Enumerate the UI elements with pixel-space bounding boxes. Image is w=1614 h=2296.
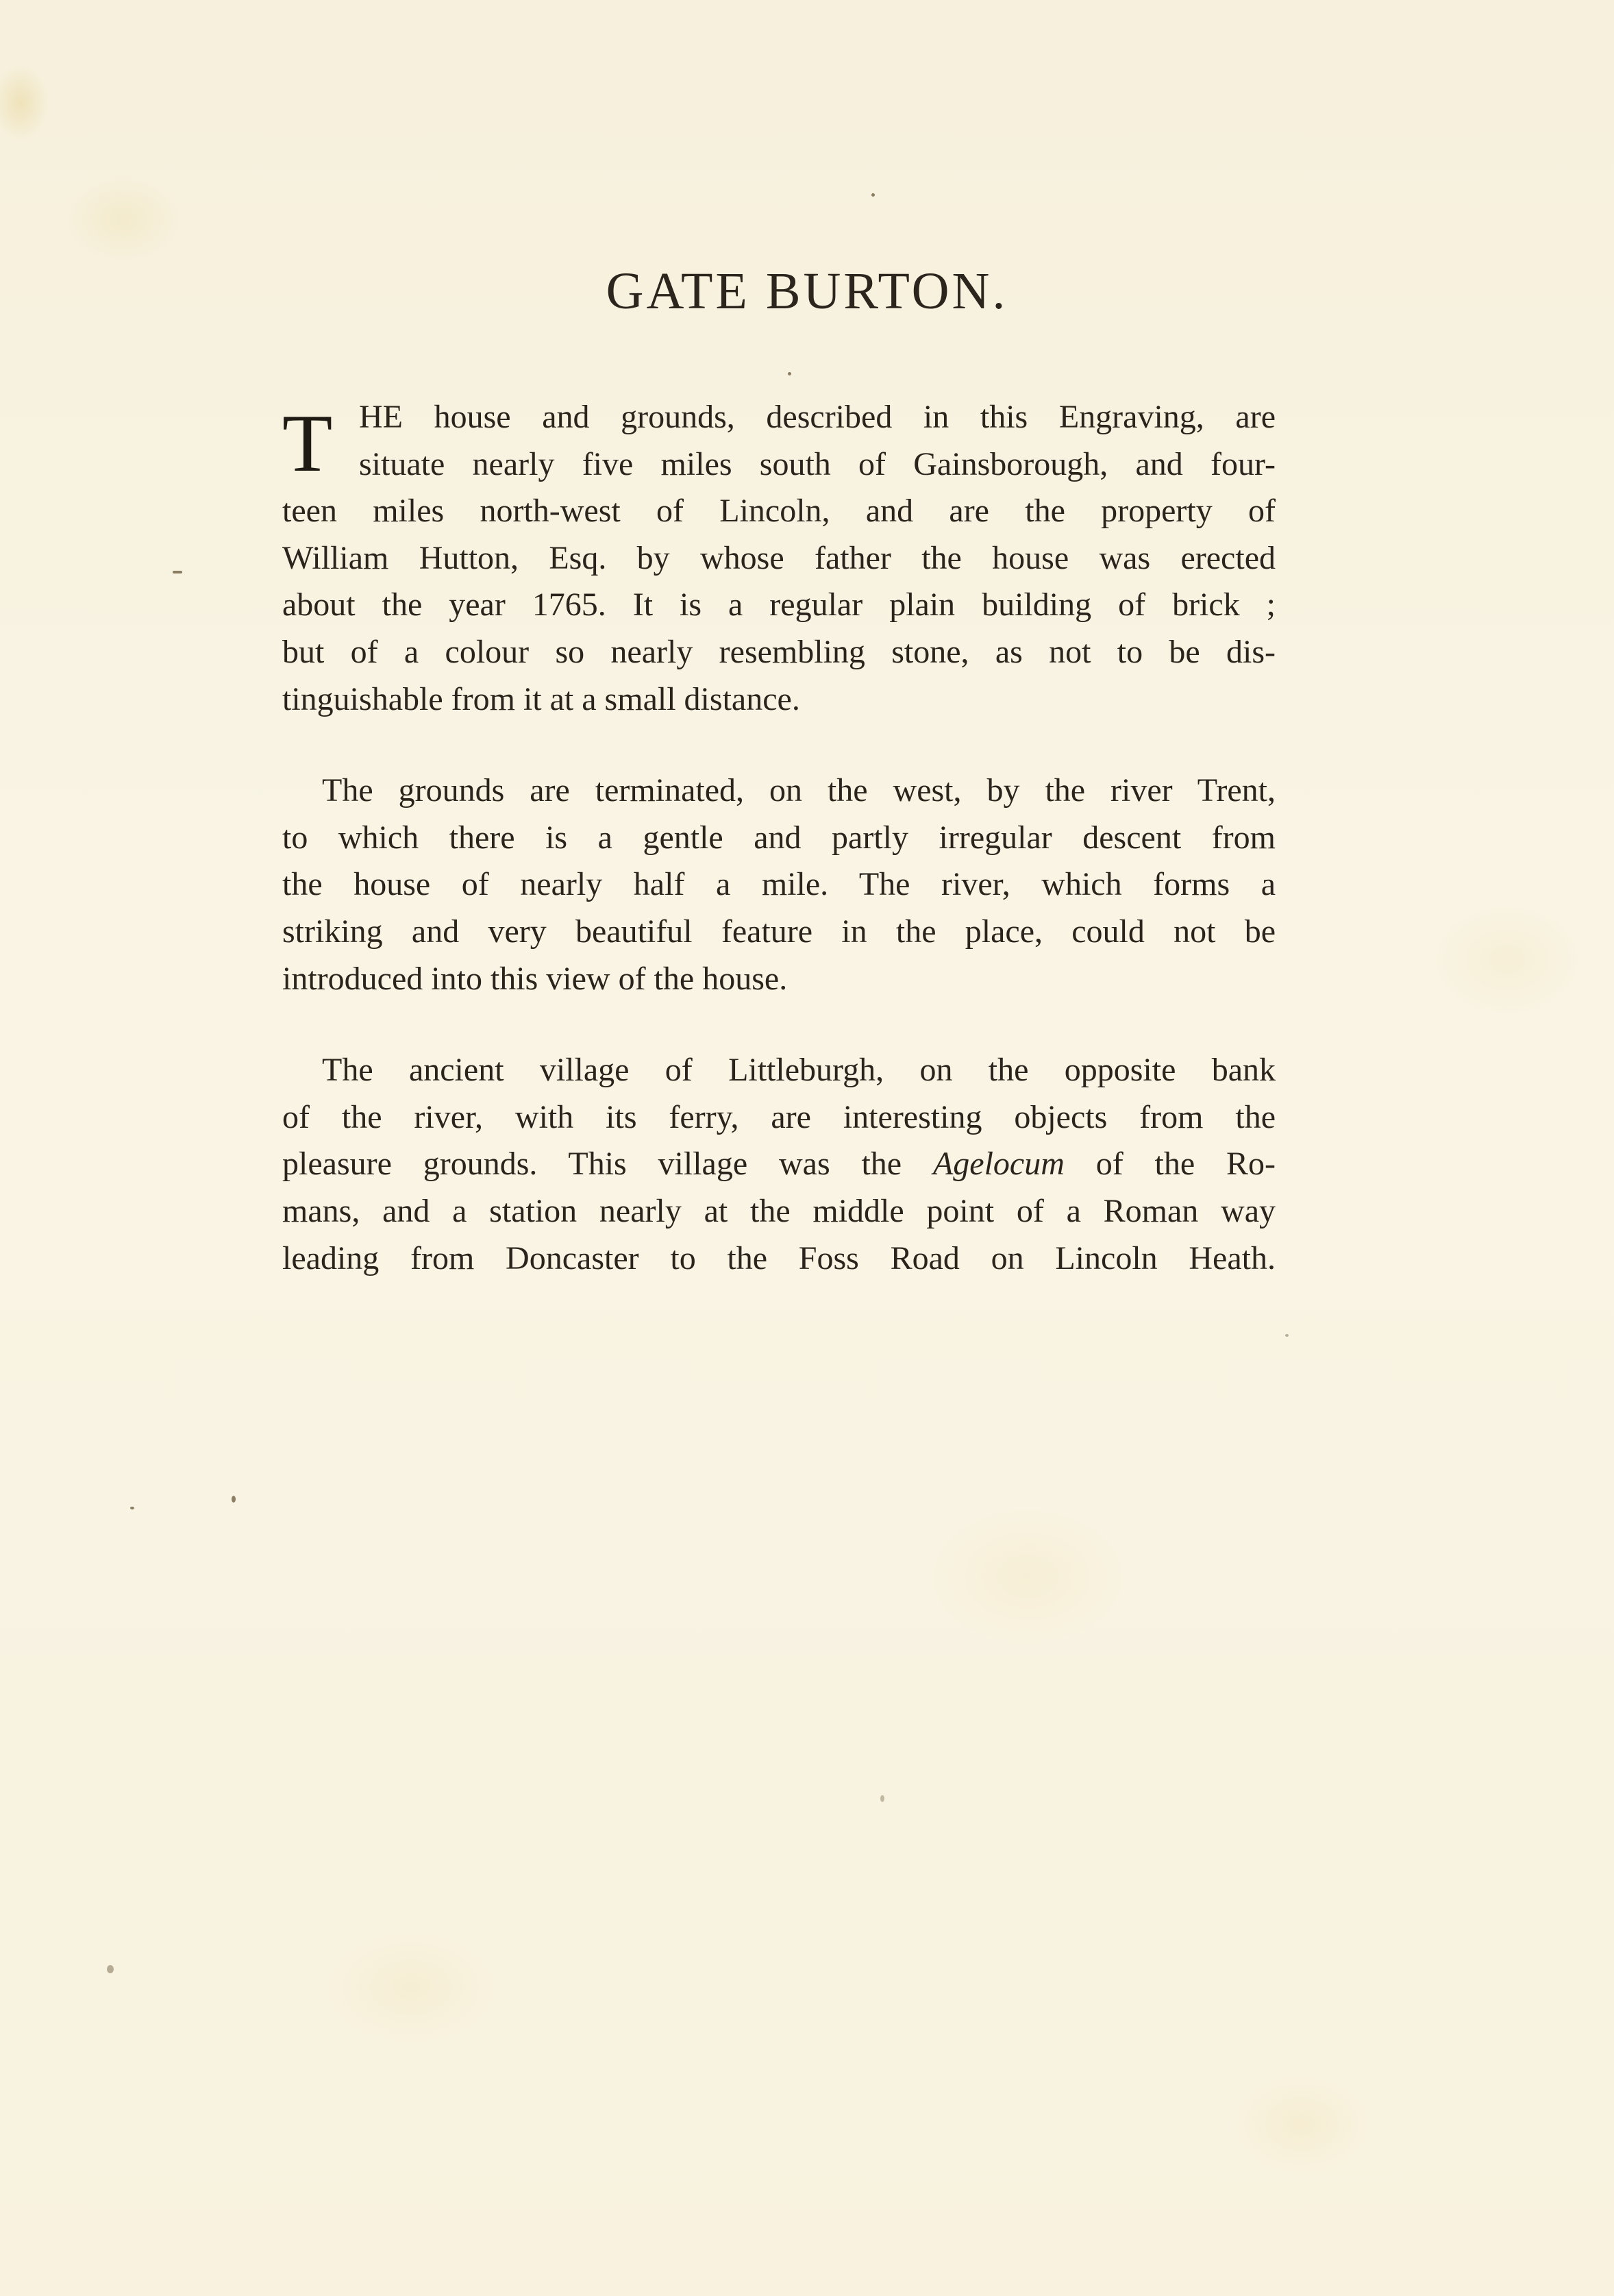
text-line: the house of nearly half a mile. The river, which forms a [282, 866, 1276, 903]
drop-cap: T [282, 397, 333, 489]
paragraph-2 [282, 767, 1276, 1002]
text-line: teen miles north-west of Lincoln, and are the property of [282, 493, 1276, 530]
text-line: introduced into this view of the house. [282, 960, 788, 997]
text-line: The ancient village of Littleburgh, on the opposite bank [322, 1052, 1276, 1089]
paper-speck [173, 571, 182, 573]
text-line: of the river, with its ferry, are interesting objects from the [282, 1098, 1276, 1135]
body-text [282, 394, 1276, 1282]
paper-speck [880, 1795, 884, 1802]
paper-speck [1285, 1334, 1289, 1337]
paragraph-3 [282, 1047, 1276, 1282]
text-line: tinguishable from it at a small distance. [282, 680, 800, 717]
text-line: leading from Doncaster to the Foss Road on Lincoln Heath. [282, 1239, 1276, 1276]
text-line: William Hutton, Esq. by whose father the house was erected [282, 539, 1276, 576]
text-line: The grounds are terminated, on the west, by the river Trent, [322, 772, 1276, 809]
text-line [282, 1141, 1276, 1188]
text-line: HE house and grounds, described in this Engraving, are [359, 399, 1276, 435]
text-line: situate nearly five miles south of Gainsborough, and four- [359, 445, 1276, 482]
text-segment: of the Ro- [1064, 1146, 1276, 1183]
text-segment: pleasure grounds. This village was the [282, 1146, 933, 1183]
text-line: striking and very beautiful feature in the place, could not be [282, 913, 1276, 950]
paper-speck [130, 1507, 134, 1509]
paper-speck [788, 372, 791, 375]
page-title: GATE BURTON. [606, 262, 1008, 320]
paper-speck [232, 1496, 236, 1503]
italic-term: Agelocum [932, 1146, 1065, 1183]
text-line: but of a colour so nearly resembling stone, as not to be dis- [282, 633, 1276, 670]
paper-speck [107, 1965, 114, 1973]
text-line: mans, and a station nearly at the middle point of a Roman way [282, 1192, 1276, 1229]
paragraph-1 [282, 394, 1276, 723]
text-line: to which there is a gentle and partly irregular descent from [282, 819, 1276, 856]
text-line: about the year 1765. It is a regular plain building of brick ; [282, 587, 1276, 624]
paper-speck [871, 193, 875, 197]
